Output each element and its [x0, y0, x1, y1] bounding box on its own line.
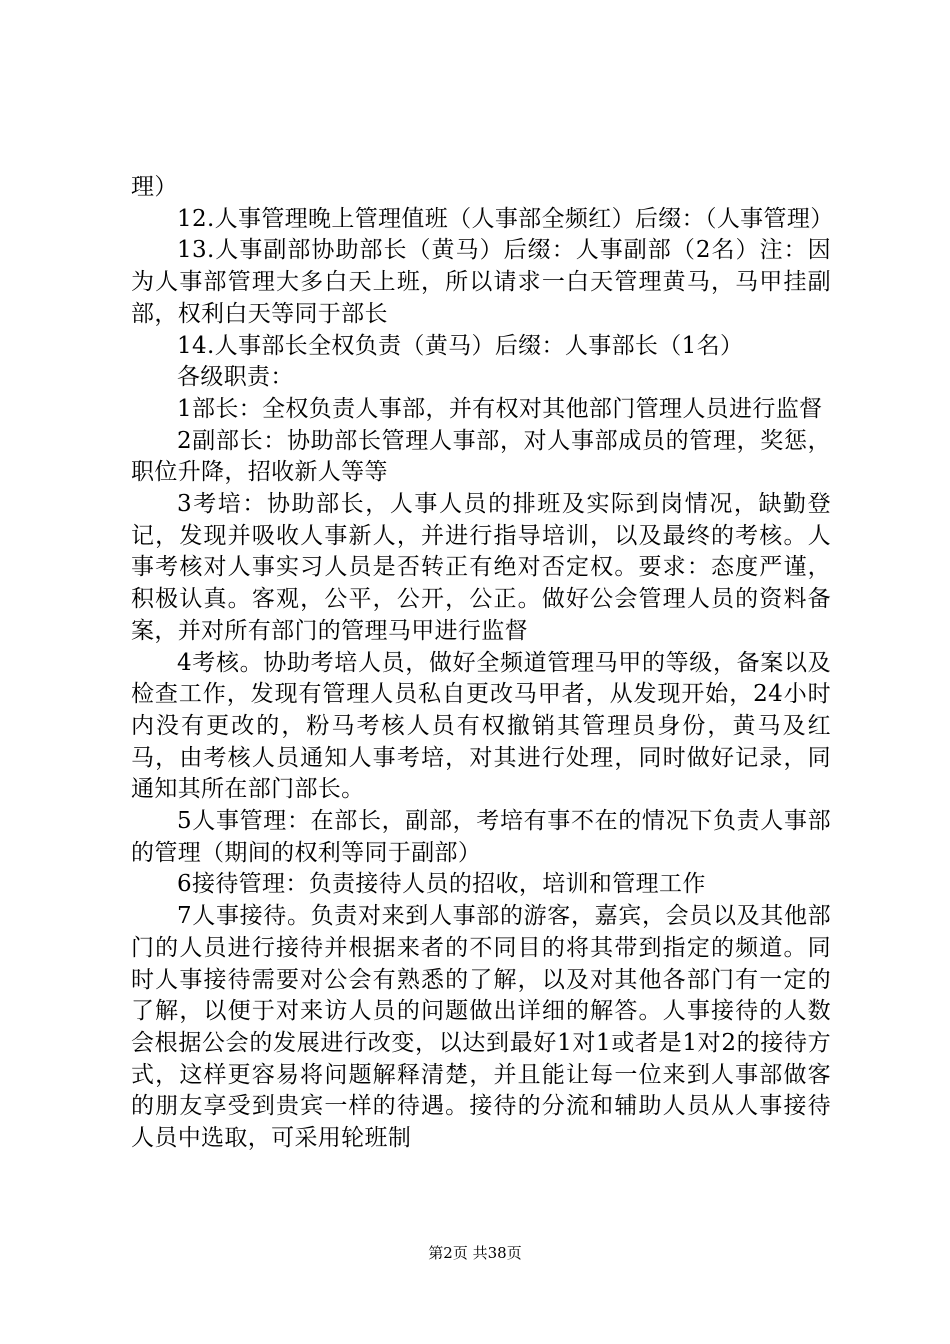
- paragraph-duty-2: 2副部长：协助部长管理人事部，对人事部成员的管理，奖惩，职位升降，招收新人等等: [131, 427, 831, 486]
- paragraph-duty-6: 6接待管理：负责接待人员的招收，培训和管理工作: [177, 871, 706, 898]
- paragraph-item-14: 14.人事部长全权负责（黄马）后缀：人事部长（1名）: [177, 332, 744, 359]
- paragraph-duty-7: 7人事接待。负责对来到人事部的游客，嘉宾，会员以及其他部门的人员进行接待并根据来者的不同目的将其带到指定的频道。同时人事接待需要对公会有熟悉的了解，以及对其他各部门有一定的了解，以便于对来访人员的问题做出详细的解答。人事接待的人数会根据公会的发展进行改变，以达到最好1对1或者是1对2的接待方式，这样更容易将问题解释清楚，并且能让每一位来到人事部做客的朋友享受到贵宾一样的待遇。接待的分流和辅助人员从人事接待人员中选取，可采用轮班制: [131, 903, 831, 1152]
- paragraph-duty-1: 1部长：全权负责人事部，并有权对其他部门管理人员进行监督: [177, 395, 823, 422]
- section-heading-duties: 各级职责：: [177, 364, 294, 391]
- document-body: [131, 172, 834, 1155]
- paragraph-duty-5: 5人事管理：在部长，副部，考培有事不在的情况下负责人事部的管理（期间的权利等同于副部）: [131, 808, 831, 866]
- paragraph-duty-3: 3考培：协助部长，人事人员的排班及实际到岗情况，缺勤登记，发现并吸收人事新人，并进行指导培训，以及最终的考核。人事考核对人事实习人员是否转正有绝对否定权。要求：态度严谨，积极认真。客观，公平，公开，公正。做好公会管理人员的资料备案，并对所有部门的管理马甲进行监督: [131, 491, 831, 644]
- page-number-footer: 第2页 共38页: [428, 1244, 522, 1262]
- paragraph-item-13: 13.人事副部协助部长（黄马）后缀：人事副部（2名）注：因为人事部管理大多白天上班，所以请求一白天管理黄马，马甲挂副部，权利白天等同于部长: [131, 237, 831, 327]
- paragraph-duty-4: 4考核。协助考培人员，做好全频道管理马甲的等级，备案以及检查工作，发现有管理人员私自更改马甲者，从发现开始，24小时内没有更改的，粉马考核人员有权撤销其管理员身份，黄马及红马，由考核人员通知人事考培，对其进行处理，同时做好记录，同通知其所在部门部长。: [131, 649, 831, 803]
- paragraph-item-12: 12.人事管理晚上管理值班（人事部全频红）后缀：（人事管理）: [177, 205, 834, 232]
- paragraph-continuation: 理）: [131, 174, 178, 200]
